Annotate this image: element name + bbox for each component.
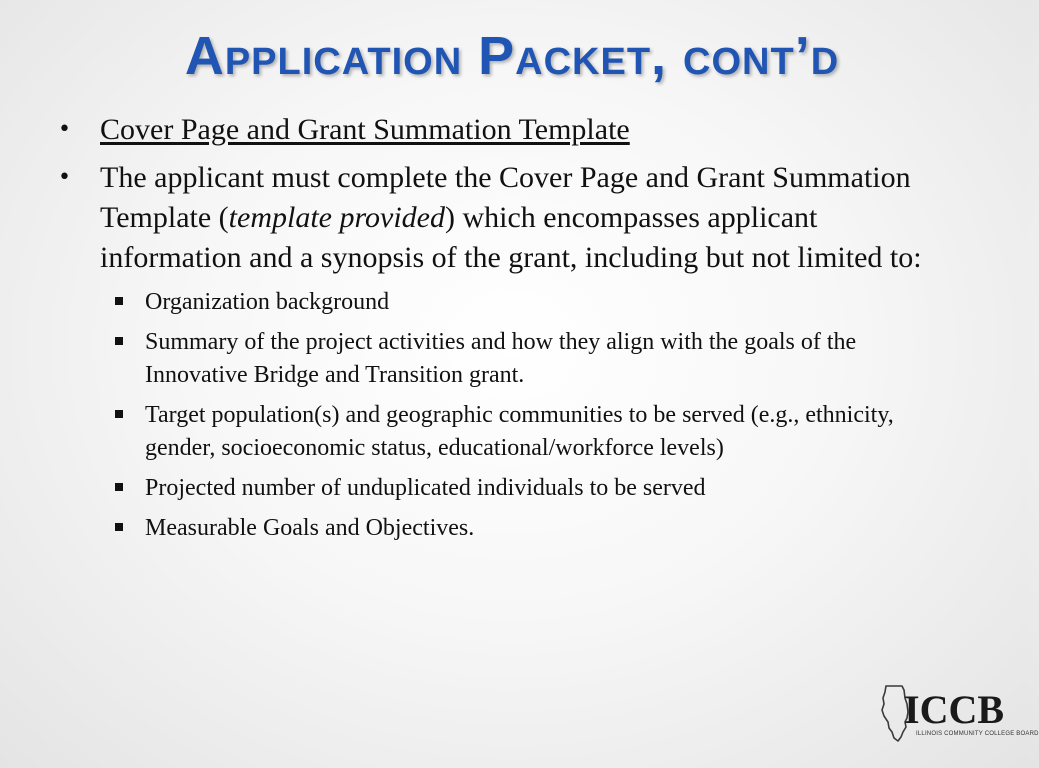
bullet-item-cover-page [56, 110, 961, 150]
sub-bullet-text: Projected number of unduplicated individuals to be served [145, 475, 706, 501]
sub-bullet-text: Measurable Goals and Objectives. [145, 515, 475, 541]
sub-bullet-item [100, 512, 961, 545]
sub-bullet-item [100, 472, 961, 505]
slide-title: Application Packet, cont’d [184, 26, 840, 86]
sub-bullet-item [100, 286, 961, 319]
square-bullet-icon [115, 410, 123, 418]
sub-bullet-text: Summary of the project activities and how they align with the goals of the Innovative Bridge and Transition grant. [145, 329, 857, 388]
square-bullet-icon [115, 483, 123, 491]
bullet-text-italic: template provided [228, 201, 445, 234]
bullet-text-part: The applicant must complete the Cover Page and Grant Summation Template ( [100, 161, 911, 234]
sub-bullet-item [100, 326, 961, 392]
sub-bullet-item [100, 399, 961, 465]
sub-bullet-text: Target population(s) and geographic communities to be served (e.g., ethnicity, gender, socioeconomic status, educational/workforce levels) [145, 402, 894, 461]
bullet-dot-icon: • [58, 117, 71, 142]
square-bullet-icon [115, 297, 123, 305]
sub-bullet-list [100, 286, 961, 545]
logo-wordmark: ICCB [904, 687, 1005, 732]
square-bullet-icon [115, 337, 123, 345]
bullet-item-applicant-requirement [56, 158, 961, 278]
bullet-text-part: ) which encompasses applicant information and a synopsis of the grant, including but not limited to: [100, 201, 922, 274]
bullet-dot-icon: • [58, 165, 71, 190]
square-bullet-icon [115, 523, 123, 531]
slide-content [56, 110, 961, 552]
sub-bullet-text: Organization background [145, 289, 390, 315]
iccb-logo [880, 684, 1039, 744]
bullet-text: Cover Page and Grant Summation Template [100, 113, 630, 146]
logo-subtitle: ILLINOIS COMMUNITY COLLEGE BOARD [916, 731, 1039, 737]
